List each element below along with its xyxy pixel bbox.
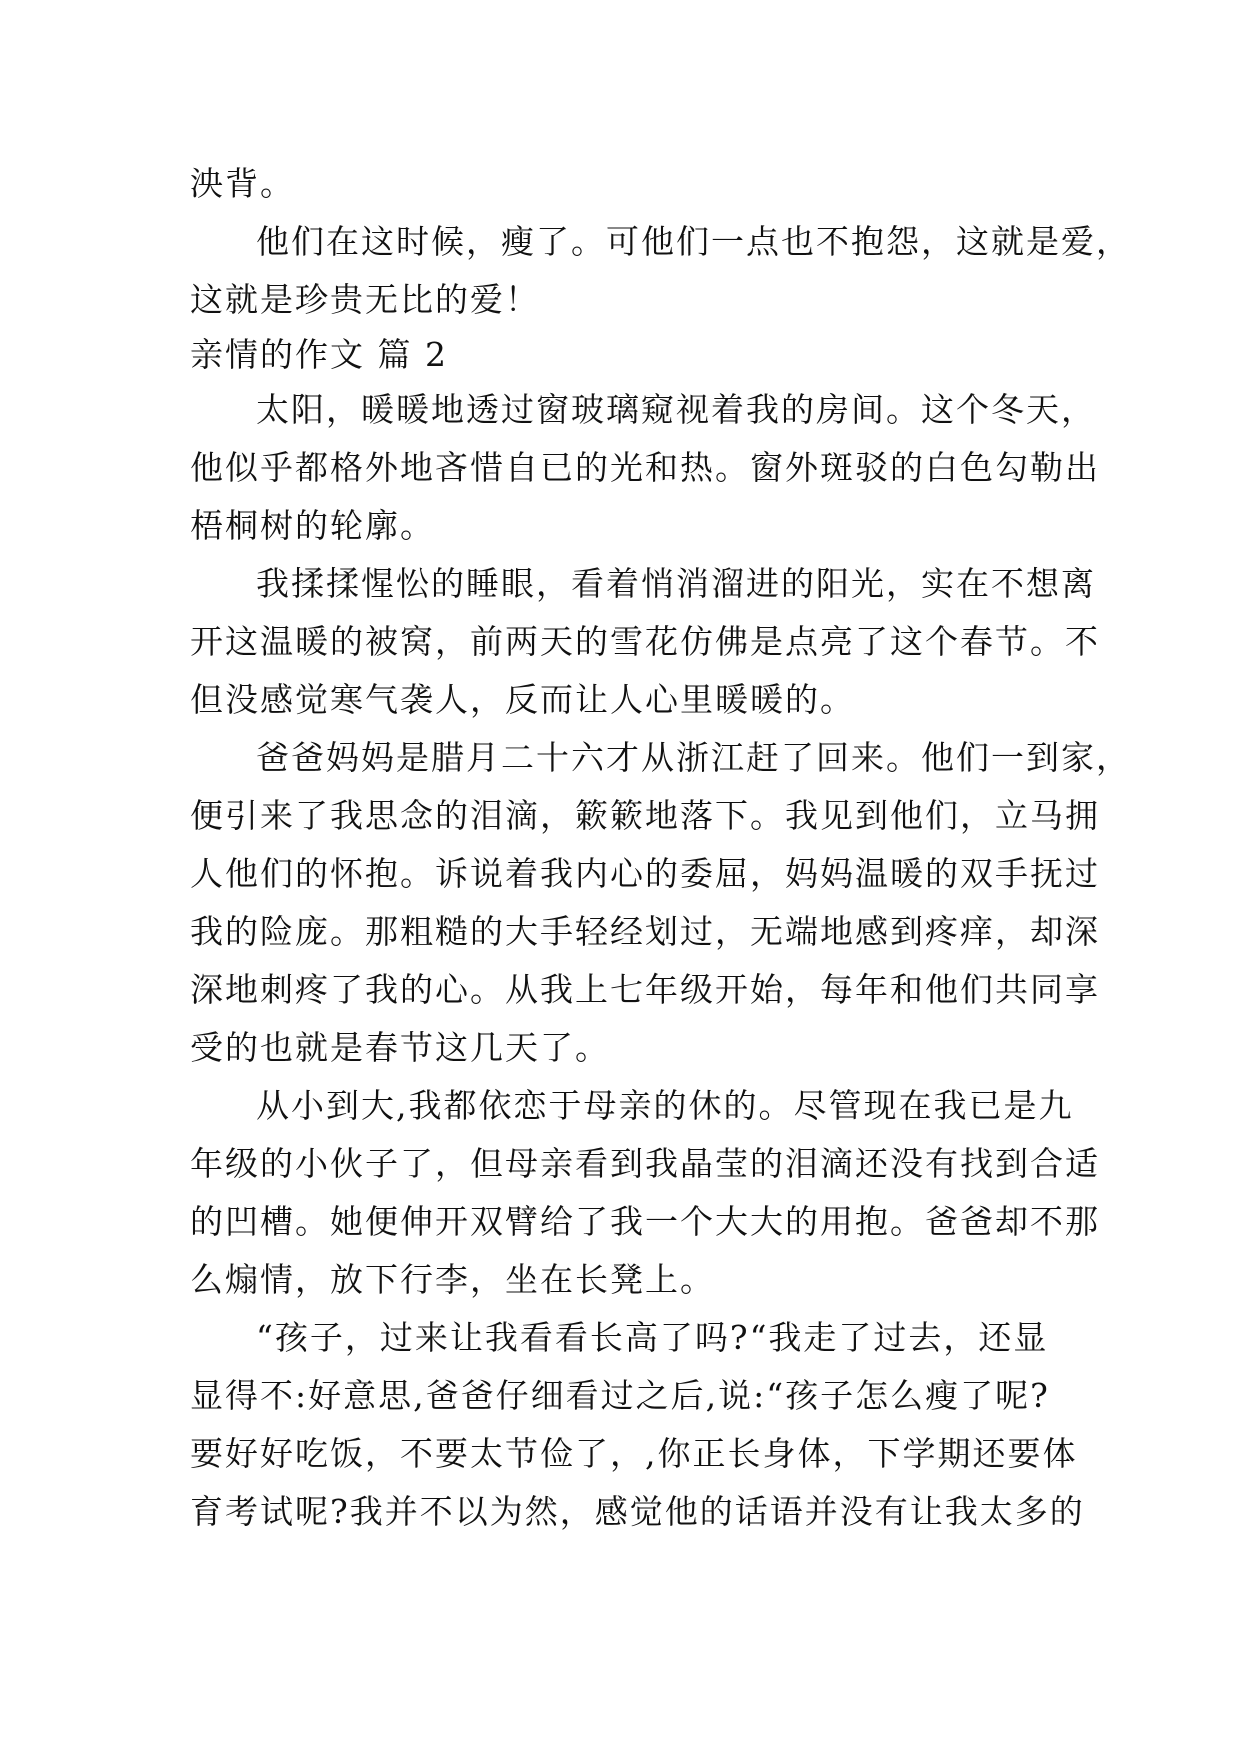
text-line: 深地刺疼了我的心。从我上七年级开始，每年和他们共同享 — [190, 970, 1100, 1009]
text-line: 泱背。 — [190, 164, 295, 203]
text-line: 这就是珍贵无比的爱！ — [190, 280, 540, 319]
text-line: 的凹槽。她便伸开双臂给了我一个大大的用抱。爸爸却不那 — [190, 1202, 1100, 1241]
text-line: 太阳，暖暖地透过窗玻璃窥视着我的房间。这个冬天， — [256, 390, 1096, 429]
text-line: 便引来了我思念的泪滴，簌簌地落下。我见到他们，立马拥 — [190, 796, 1100, 835]
section-heading: 亲情的作文 篇 2 — [190, 335, 448, 374]
text-line: 从小到大,我都依恋于母亲的休的。尽管现在我已是九 — [256, 1086, 1074, 1125]
text-line: “孩子，过来让我看看长高了吗?“我走了过去，还显 — [256, 1318, 1049, 1357]
text-line: 育考试呢?我并不以为然，感觉他的话语并没有让我太多的 — [190, 1492, 1085, 1531]
text-line: 他们在这时候，瘦了。可他们一点也不抱怨，这就是爱， — [256, 222, 1131, 261]
document-body — [190, 155, 1131, 1541]
text-line: 受的也就是春节这几天了。 — [190, 1028, 610, 1067]
text-line: 人他们的怀抱。诉说着我内心的委屈，妈妈温暖的双手抚过 — [190, 854, 1100, 893]
text-line: 要好好吃饭，不要太节俭了，,你正长身体，下学期还要体 — [190, 1434, 1078, 1473]
text-line: 开这温暖的被窝，前两天的雪花仿佛是点亮了这个春节。不 — [190, 622, 1100, 661]
text-line: 我的险庞。那粗糙的大手轻经划过，无端地感到疼痒，却深 — [190, 912, 1100, 951]
text-line: 我揉揉惺忪的睡眼，看着悄消溜进的阳光，实在不想离 — [256, 564, 1096, 603]
text-line: 年级的小伙子了，但母亲看到我晶莹的泪滴还没有找到合适 — [190, 1144, 1100, 1183]
text-line: 么煽情，放下行李，坐在长凳上。 — [190, 1260, 715, 1299]
text-line: 但没感觉寒气袭人，反而让人心里暖暖的。 — [190, 680, 855, 719]
text-line: 梧桐树的轮廓。 — [190, 506, 435, 545]
text-line: 他似乎都格外地吝惜自已的光和热。窗外斑驳的白色勾勒出 — [190, 448, 1100, 487]
text-line: 显得不:好意思,爸爸仔细看过之后,说:“孩子怎么瘦了呢? — [190, 1376, 1050, 1415]
text-line: 爸爸妈妈是腊月二十六才从浙江赶了回来。他们一到家， — [256, 738, 1131, 777]
